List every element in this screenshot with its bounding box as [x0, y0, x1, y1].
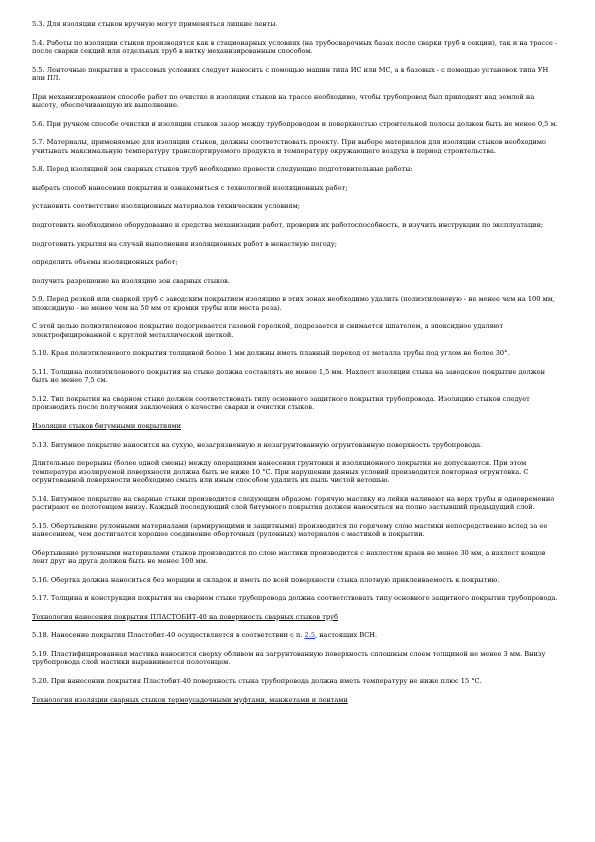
list-item: определить объемы изоляционных работ;	[32, 258, 178, 267]
paragraph-5-10: 5.10. Края полиэтиленового покрытия толщиной более 1 мм должны иметь плавный переход от металла трубы под углом не более 30°.	[32, 349, 510, 358]
paragraph-5-9-note: С этой целью полиэтиленовое покрытие подогревается газовой горелкой, подрезается и снимается шпателем, а эпоксидное удаляют электрофицированной с круглой металлической щеткой.	[32, 322, 504, 339]
paragraph-5-12: 5.12. Тип покрытия на сварном стыке должен соответствовать типу основного защитного покрытия трубопровода. Изоляцию стыков следует производить после получения заключения о качестве сварки и очистки стыков.	[32, 394, 530, 412]
list-item: установить соответствие изоляционных материалов техническим условиям;	[32, 202, 300, 211]
paragraph-5-6: 5.6. При ручном способе очистки и изоляции стыков зазор между трубопроводом и поверхностью строительной полосы должен быть не менее 0,5 м.	[32, 119, 558, 128]
section-heading-heat-shrink: Технология изоляции сварных стыков термоусадочными муфтами, манжетами и лентами	[32, 695, 348, 704]
paragraph-5-3: 5.3. Для изоляции стыков вручную могут применяться липкие ленты.	[32, 20, 278, 28]
paragraph-5-14: 5.14. Битумное покрытие на сварные стыки производится следующим образом: горячую мастику из лейки наливают на верх трубы и одновременно растирают ее полотенцем внизу. Каждый последующий слой битумного покрытия должен наноситься на полно застывший предыдущий слой.	[32, 494, 555, 511]
paragraph-5-11: 5.11. Толщина полиэтиленового покрытия на стыке должна составлять не менее 1,5 мм. Нахлест изоляции стыка на заводское покрытие должен быть не менее 7,5 см.	[32, 367, 546, 385]
paragraph-5-4: 5.4. Работы по изоляции стыков производятся как в стационарных условиях (на трубосварочных базах после сварки труб в секции), так и на трассе - после сварки секций или отдельных труб в нитку механизированным способом.	[32, 38, 558, 55]
paragraph-5-18-suffix: , настоящих ВСН.	[315, 631, 378, 640]
paragraph-5-7: 5.7. Материалы, применяемые для изоляции стыков, должны соответствовать проекту. При выборе материалов для изоляции стыков необходимо учитывать максимальную температуру транспортируемого продукта и температуру окружающего воздуха в период строительства.	[32, 138, 546, 155]
paragraph-5-19: 5.19. Пластифицированная мастика наносится сверху обливом на загрунтованную поверхность сплошным слоем толщиной не менее 3 мм. Внизу трубопровода слой мастики выравнивается полотенцем.	[32, 649, 546, 667]
list-item: выбрать способ нанесения покрытия и ознакомиться с технологией изоляционных работ;	[32, 183, 348, 192]
paragraph-5-13-note: Длительные перерывы (более одной смены) между операциями нанесения грунтовки и изоляционного покрытия не допускаются. При этом температура изолируемой поверхности должна быть не ниже 10 °С. При нарушении данных условий производится повторная огрунтовка. С огрунтованной поверхности необходимо смыть или иным способом удалить их пыль чистой ветошью.	[32, 459, 529, 484]
paragraph-5-17: 5.17. Толщина и конструкция покрытия на сварном стыке трубопровода должна соответствовать типу основного защитного покрытия трубопровода.	[32, 594, 558, 603]
paragraph-5-5: 5.5. Ленточные покрытия в трассовых условиях следует наносить с помощью машин типа ИС или МС, а в базовых - с помощью установок типа УН или ПЛ.	[32, 65, 549, 82]
paragraph-5-18-text: 5.18. Нанесение покрытия Пластобит-40 осуществляется в соответствии с п.	[32, 631, 305, 640]
paragraph-5-13: 5.13. Битумное покрытие наносится на сухую, незагрязненную и незагрунтованную огрунтованную поверхность трубопровода.	[32, 440, 483, 449]
section-link-2-5[interactable]: 2.5	[304, 631, 316, 640]
list-item: подготовить необходимое оборудование и средства механизации работ, проверив их работоспособность, и изучить инструкции по эксплуатации;	[32, 220, 544, 229]
section-heading-bitumen: Изоляция стыков битумными покрытиями	[32, 421, 182, 430]
paragraph-5-18	[32, 631, 562, 639]
paragraph-mechanized: При механизированном способе работ по очистке и изоляции стыков на трассе необходимо, чтобы трубопровод был приподнят над землей на высоту, обеспечивающую их выполнение.	[32, 92, 535, 109]
list-item: подготовить укрытия на случай выполнения изоляционных работ в ненастную погоду;	[32, 239, 337, 248]
paragraph-5-8: 5.8. Перед изоляцией зон сварных стыков труб необходимо провести следующие подготовительные работы:	[32, 165, 413, 174]
paragraph-5-15: 5.15. Обертывание рулонными материалами (армирующими и защитными) производится по горячему слою мастики непосредственно вслед за ее нанесением, чем достигается хорошее соединение оберточных (рулонных) материалов с мастикой в покрытии.	[32, 521, 548, 538]
paragraph-5-16: 5.16. Обертка должна наноситься без морщин и складок и иметь по всей поверхности стыка плотную приклеиваемость к покрытию.	[32, 575, 500, 584]
list-item: получить разрешение на изоляцию зон сварных стыков.	[32, 276, 230, 285]
paragraph-5-9: 5.9. Перед резкой или сваркой труб с заводским покрытием изоляцию в этих зонах необходимо удалить (полиэтиленовую - не менее чем на 100 мм, эпоксидную - не менее чем на 50 мм от кромки трубы или места реза).	[32, 295, 555, 312]
section-heading-plastobit: Технология нанесения покрытия ПЛАСТОБИТ-40 на поверхность сварных стыков труб	[32, 612, 338, 621]
document-body	[32, 20, 562, 714]
paragraph-5-20: 5.20. При нанесении покрытия Пластобит-40 поверхность стыка трубопровода должна иметь температуру не ниже плюс 15 °С.	[32, 676, 482, 685]
paragraph-5-15-note: Обертывание рулонными материалами стыков производится по слою мастики производится с нахлестом краев не менее 30 мм, а нахлест концов лент друг на друга должен быть не менее 100 мм.	[32, 548, 546, 565]
